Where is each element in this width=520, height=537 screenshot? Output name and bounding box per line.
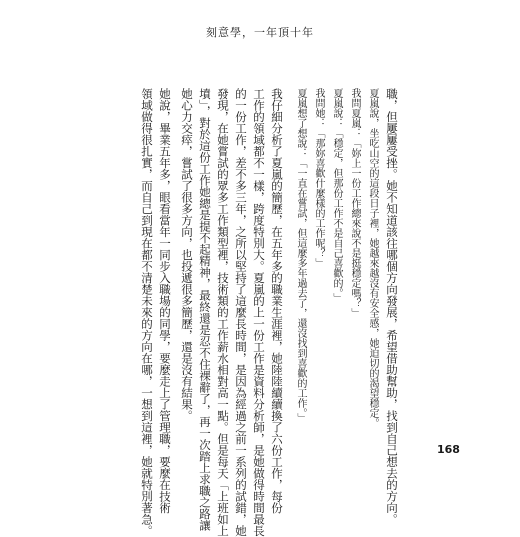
body-column: 她說，畢業五年多，眼看當年一同步入職場的同學，要麼走上了管理職，要麼在技術 [158,88,172,514]
body-column: 她心力交瘁，嘗試了很多方向，也投遞很多簡歷，還是沒有結果。 [180,88,194,422]
body-column: 夏嵐說，坐吃山空的這段日子裡，她越來越沒有安全感，她迫切的渴望穩定。 [367,88,378,428]
body-column: 的一份工作，差不多三年，之所以堅持了這麼長時間，是因為經過之前一系列的試錯，她 [234,88,248,537]
running-header: 刻意學，一年頂十年 [206,26,314,39]
body-column: 我問夏嵐：「妳上一份工作總來說不是挺穩定嗎？」 [349,88,360,318]
body-column: 夏嵐想了想說：「一直在嘗試，但這麼多年過去了，還沒找到喜歡的工作。」 [295,88,306,423]
body-column: 我問她：「那妳喜歡什麼樣的工作呢？」 [313,88,324,268]
page-number: 168 [437,443,460,456]
body-column: 發現，在她嘗試的眾多工作類型裡，技術類的工作薪水相對高一點。但是每天「上班如上 [216,88,230,537]
body-column: 職，但屢屢受挫。她不知道該往哪個方向發展，希望借助幫助，找到自己想去的方向。 [385,88,399,525]
body-column: 夏嵐說：「穩定，但那份工作不是自己喜歡的。」 [331,88,342,303]
body-column: 領域做得很扎實，而自己到現在都不清楚未來的方向在哪，一想到這裡，她就特別著急。 [140,88,154,537]
body-column: 工作的領域都不一樣，跨度特別大。夏嵐的上一份工作是資料分析師，是她做得時間最長 [252,88,266,537]
body-column: 墳」，對於這份工作她總是提不起精神，最終還是忍不住裸辭了，再一次踏上求職之路讓 [198,88,212,531]
body-column: 我仔細分析了夏嵐的簡歷，在五年多的職業生涯裡，她陸陸續續換了六份工作，每份 [270,88,284,514]
